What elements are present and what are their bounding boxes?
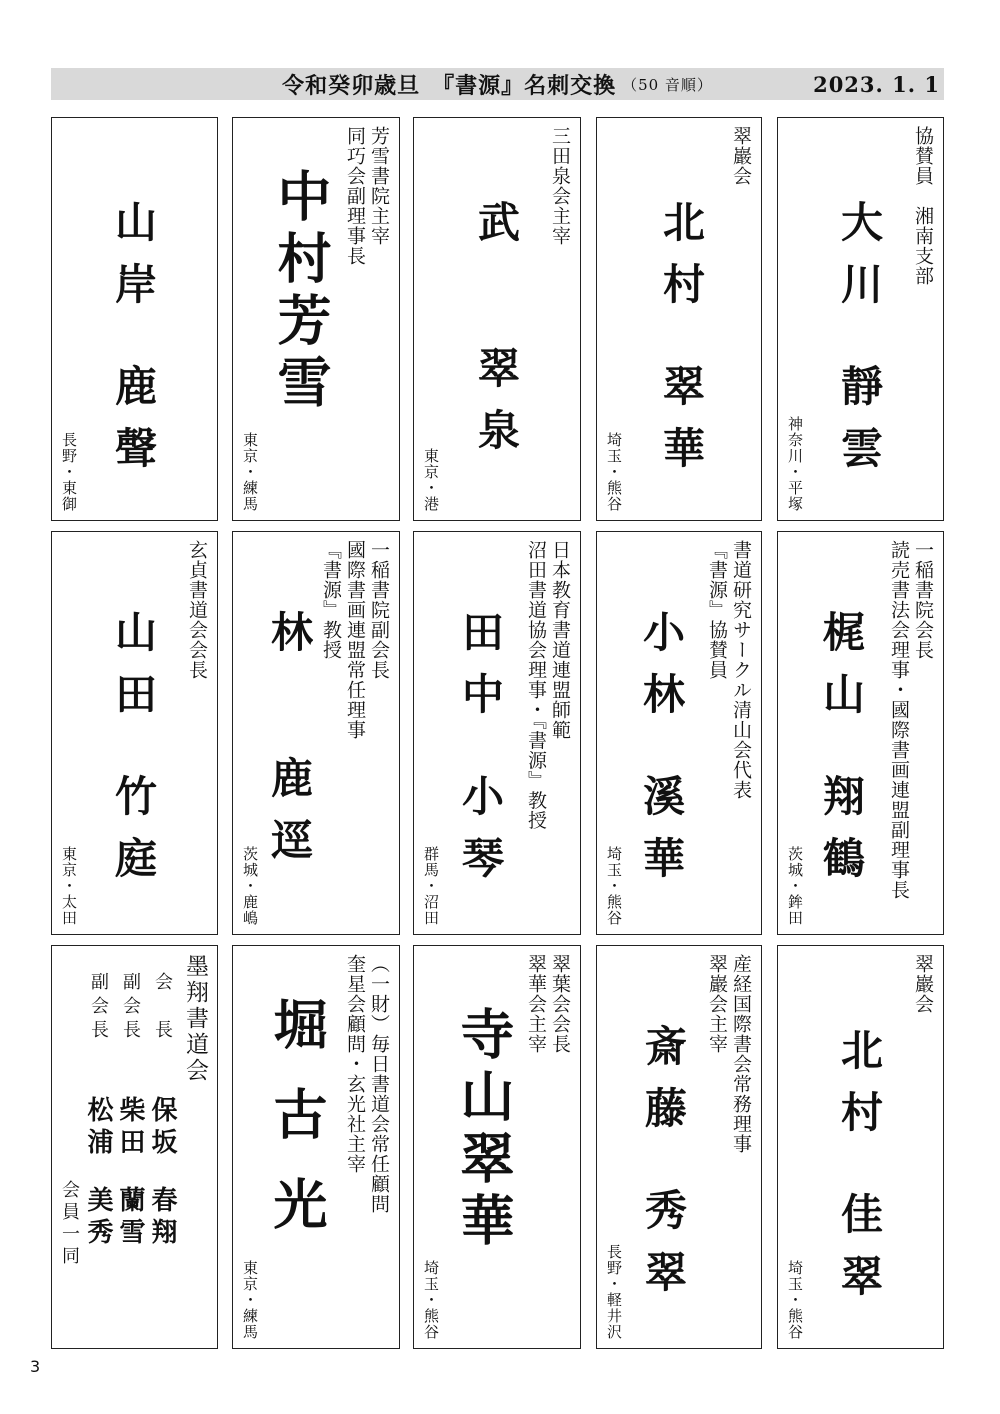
name-card [413, 117, 581, 521]
given-name: 翠泉 [472, 346, 521, 470]
family-name: 梶山 [817, 610, 866, 734]
card-name [109, 610, 158, 898]
calligraphy-signature: 堀古光 [265, 996, 329, 1266]
card-name [637, 610, 686, 898]
issue-date: 2023. 1. 1 [813, 71, 940, 97]
card-name [109, 200, 158, 488]
card-name [835, 200, 884, 488]
given-name: 佳翠 [835, 1192, 884, 1316]
name-card [413, 945, 581, 1349]
card-title: 沼田書道協会理事・『書源』教授 [525, 540, 547, 831]
page-title [51, 68, 944, 100]
group-card [51, 945, 218, 1349]
family-name: 小林 [637, 610, 686, 734]
family-name: 武 [472, 200, 521, 262]
name-card [777, 117, 944, 521]
page-number: 3 [30, 1357, 41, 1376]
card-title: 國際書画連盟常任理事 [344, 540, 366, 740]
card-title: 『書源』教授 [320, 540, 342, 660]
name-card [777, 531, 944, 935]
card-title: （一財）毎日書道会常任顧問 [368, 954, 390, 1214]
card-title: 翠巖会 [730, 126, 752, 186]
given-name: 美秀 [83, 1186, 113, 1250]
given-name: 秀翠 [639, 1188, 688, 1312]
card-location: 茨城・鉾田 [786, 846, 804, 926]
card-location: 群馬・沼田 [422, 846, 440, 926]
given-name: 靜雲 [835, 364, 884, 488]
card-title: 三田泉会主宰 [549, 126, 571, 246]
given-name: 翔鶴 [817, 774, 866, 898]
card-title: 翠葉会会長 [549, 954, 571, 1054]
member-role: 会 長 [152, 972, 173, 1044]
card-location: 埼玉・熊谷 [605, 432, 623, 512]
card-location: 埼玉・熊谷 [605, 846, 623, 926]
members-note: 会員一同 [59, 1180, 80, 1268]
name-card [51, 117, 218, 521]
given-name: 翠華 [657, 364, 706, 488]
card-title: 同巧会副理事長 [344, 126, 366, 266]
family-name: 北村 [657, 200, 706, 324]
card-location: 埼玉・熊谷 [786, 1260, 804, 1340]
card-title: 協賛員 湘南支部 [912, 126, 934, 286]
card-name [835, 1028, 884, 1316]
card-title: 翠巖会主宰 [706, 954, 728, 1054]
family-name: 山田 [109, 610, 158, 734]
given-name: 鹿逕 [265, 756, 314, 880]
group-name: 墨翔書道会 [182, 954, 208, 1084]
card-title: 日本教育書道連盟師範 [549, 540, 571, 740]
family-name: 斎藤 [639, 1024, 688, 1148]
name-card [596, 117, 762, 521]
card-title: 一稲書院会長 [912, 540, 934, 660]
name-card [232, 117, 400, 521]
title-subtitle: （50 音順） [622, 75, 713, 94]
card-title: 玄貞書道会会長 [186, 540, 208, 680]
given-name: 蘭雪 [115, 1186, 145, 1250]
card-title: 翠華会主宰 [525, 954, 547, 1054]
family-name: 田中 [456, 610, 505, 734]
card-title: 書道研究サークル清山会代表 [730, 540, 752, 800]
card-title: 『書源』協賛員 [706, 540, 728, 680]
calligraphy-signature: 寺山翠華 [452, 1006, 516, 1254]
given-name: 春翔 [147, 1186, 177, 1250]
card-location: 東京・練馬 [241, 432, 259, 512]
family-name: 北村 [835, 1028, 884, 1152]
name-card [596, 531, 762, 935]
card-location: 茨城・鹿嶋 [241, 846, 259, 926]
given-name: 溪華 [637, 774, 686, 898]
header-bar [51, 68, 944, 100]
given-name: 竹庭 [109, 774, 158, 898]
card-title: 奎星会顧問・玄光社主宰 [344, 954, 366, 1174]
given-name: 鹿聲 [109, 364, 158, 488]
card-location: 埼玉・熊谷 [422, 1260, 440, 1340]
given-name: 小琴 [456, 774, 505, 898]
card-location: 東京・練馬 [241, 1260, 259, 1340]
name-card [232, 531, 400, 935]
card-name [456, 610, 505, 898]
card-title: 翠巖会 [912, 954, 934, 1014]
family-name: 大川 [835, 200, 884, 324]
card-name [657, 200, 706, 488]
name-card [51, 531, 218, 935]
card-location: 長野・東御 [60, 432, 78, 512]
card-name [265, 610, 314, 880]
calligraphy-signature: 中村芳雪 [269, 168, 333, 416]
name-card [596, 945, 762, 1349]
card-name [817, 610, 866, 898]
card-title: 産経国際書会常務理事 [730, 954, 752, 1154]
family-name: 松浦 [83, 1096, 113, 1160]
card-title: 読売書法会理事・國際書画連盟副理事長 [888, 540, 910, 900]
member-name [83, 1096, 113, 1250]
family-name: 山岸 [109, 200, 158, 324]
member-name [115, 1096, 145, 1250]
family-name: 林 [265, 610, 314, 672]
card-location: 東京・太田 [60, 846, 78, 926]
family-name: 柴田 [115, 1096, 145, 1160]
card-location: 東京・港 [422, 448, 440, 512]
card-name [472, 200, 521, 470]
member-role: 副会長 [120, 972, 141, 1044]
family-name: 保坂 [147, 1096, 177, 1160]
name-card [232, 945, 400, 1349]
name-card [777, 945, 944, 1349]
title-text: 令和癸卯歳旦 『書源』名刺交換 [282, 72, 617, 99]
card-title: 芳雪書院主宰 [368, 126, 390, 246]
card-name [639, 1024, 688, 1312]
card-location: 長野・軽井沢 [605, 1244, 623, 1340]
card-location: 神奈川・平塚 [786, 416, 804, 512]
member-name [147, 1096, 177, 1250]
member-role: 副会長 [88, 972, 109, 1044]
card-title: 一稲書院副会長 [368, 540, 390, 680]
name-card [413, 531, 581, 935]
